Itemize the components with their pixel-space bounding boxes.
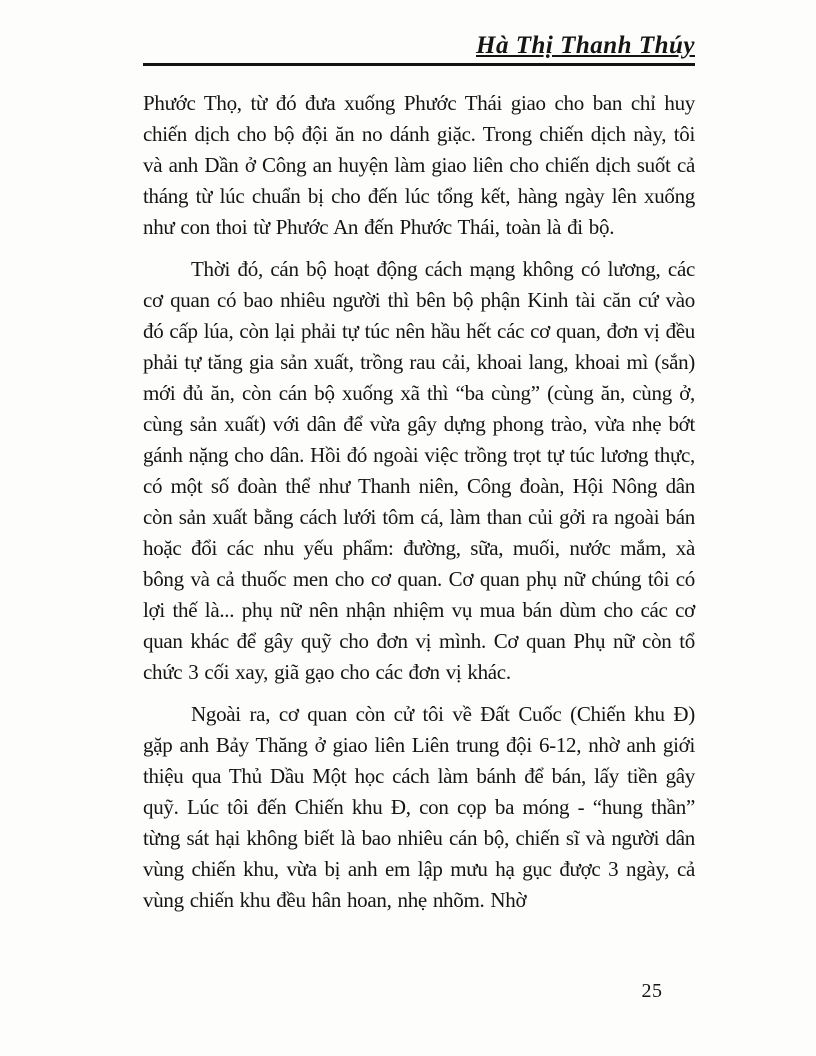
paragraph: Ngoài ra, cơ quan còn cử tôi về Đất Cuốc (Chiến khu Đ) gặp anh Bảy Thăng ở giao liên Liên trung đội 6-12, nhờ anh giới thiệu qua Thủ Dầu Một học cách làm bánh để bán, lấy tiền gây quỹ. Lúc tôi đến Chiến khu Đ, con cọp ba móng - “hung thần” từng sát hại không biết là bao nhiêu cán bộ, chiến sĩ và người dân vùng chiến khu, vừa bị anh em lập mưu hạ gục được 3 ngày, cả vùng chiến khu đều hân hoan, nhẹ nhõm. Nhờ [143, 702, 695, 912]
page-body [143, 88, 695, 916]
author-name: Hà Thị Thanh Thúy [476, 32, 695, 59]
page-number: 25 [641, 980, 663, 1002]
running-header [143, 32, 695, 66]
paragraph: Phước Thọ, từ đó đưa xuống Phước Thái giao cho ban chỉ huy chiến dịch cho bộ đội ăn no dánh giặc. Trong chiến dịch này, tôi và anh Dần ở Công an huyện làm giao liên cho chiến dịch suốt cả tháng từ lúc chuẩn bị cho đến lúc tổng kết, hàng ngày lên xuống như con thoi từ Phước An đến Phước Thái, toàn là đi bộ. [143, 91, 695, 239]
paragraph: Thời đó, cán bộ hoạt động cách mạng không có lương, các cơ quan có bao nhiêu người thì bên bộ phận Kinh tài căn cứ vào đó cấp lúa, còn lại phải tự túc nên hầu hết các cơ quan, đơn vị đều phải tự tăng gia sản xuất, trồng rau cải, khoai lang, khoai mì (sắn) mới đủ ăn, còn cán bộ xuống xã thì “ba cùng” (cùng ăn, cùng ở, cùng sản xuất) với dân để vừa gây dựng phong trào, vừa nhẹ bớt gánh nặng cho dân. Hồi đó ngoài việc trồng trọt tự túc lương thực, có một số đoàn thể như Thanh niên, Công đoàn, Hội Nông dân còn sản xuất bằng cách lưới tôm cá, làm than củi gởi ra ngoài bán hoặc đổi các nhu yếu phẩm: đường, sữa, muối, nước mắm, xà bông và cả thuốc men cho cơ quan. Cơ quan phụ nữ chúng tôi có lợi thế là... phụ nữ nên nhận nhiệm vụ mua bán dùm cho các cơ quan khác để gây quỹ cho đơn vị mình. Cơ quan Phụ nữ còn tổ chức 3 cối xay, giã gạo cho các đơn vị khác. [143, 257, 695, 684]
